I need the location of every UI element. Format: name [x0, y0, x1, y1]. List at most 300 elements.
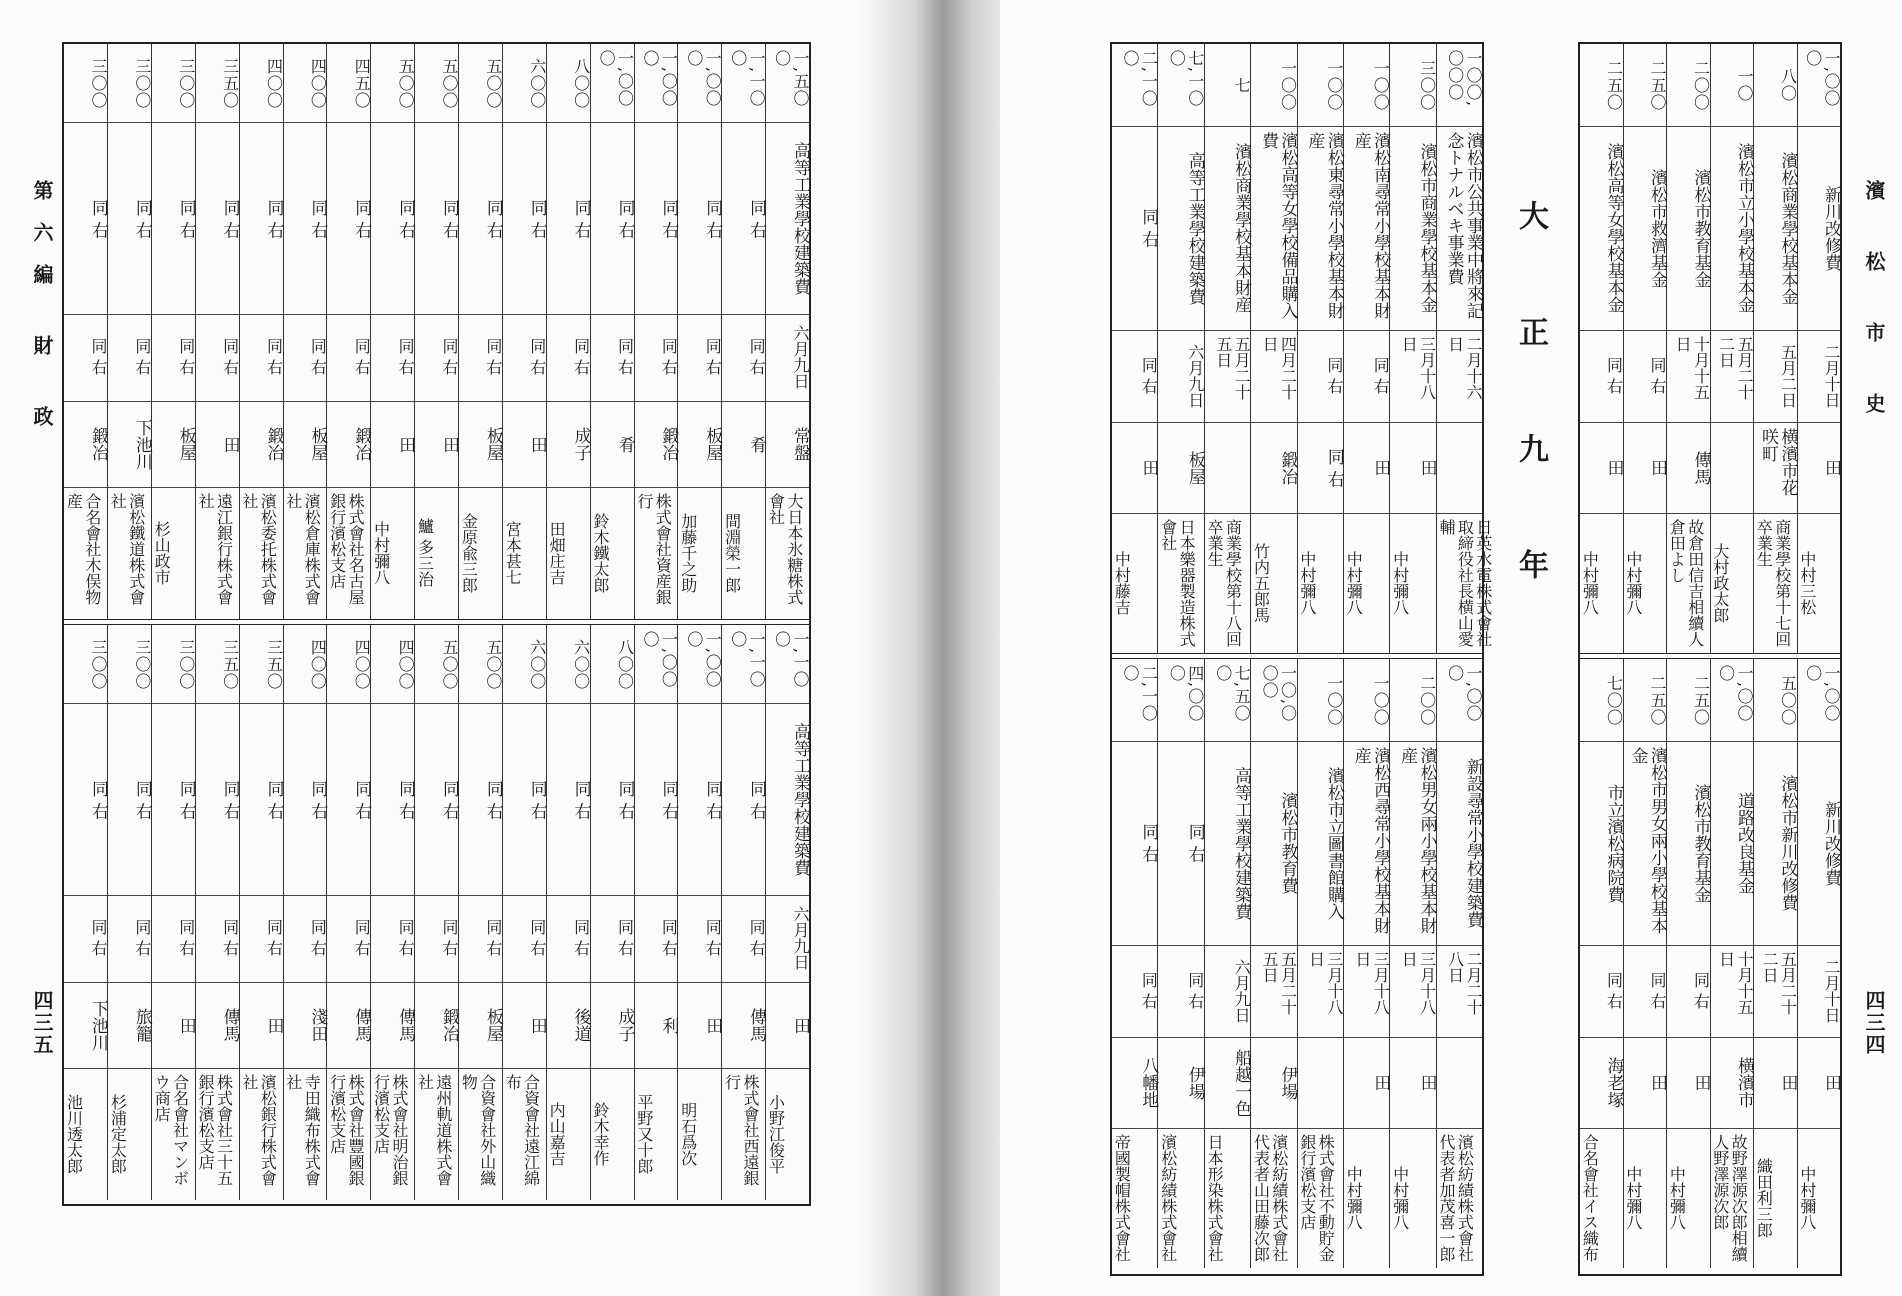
cell-place: 成子 — [570, 427, 591, 461]
cell-amount: 一〇〇 — [1324, 59, 1344, 111]
cell-amount: 三〇〇 — [132, 638, 152, 690]
cell-donor: 池川透太郎 — [64, 1094, 84, 1174]
cell-purpose: 同 右 — [175, 779, 196, 820]
cell-purpose: 濱松市立圖書館購入 — [1323, 766, 1344, 920]
cell-date: 同 右 — [220, 919, 240, 957]
cell-date: 三月十八日 — [1399, 951, 1437, 1015]
table-column — [239, 625, 283, 1200]
table-column — [1710, 659, 1754, 1268]
cell-donor: 大村政太郎 — [1710, 543, 1730, 623]
donation-table-left-page — [62, 42, 811, 1206]
table-column — [1623, 659, 1667, 1268]
cell-purpose: 濱松市立小學校基本金 — [1734, 143, 1754, 313]
cell-donor: 中村彌八 — [1623, 551, 1643, 615]
cell-amount: 四五〇 — [352, 57, 372, 109]
cell-donor: 遠州軌道株式會社 — [415, 1074, 453, 1186]
cell-purpose: 同 右 — [702, 779, 723, 820]
cell-donor: 商業學校第十八回卒業生 — [1205, 519, 1243, 647]
table-column — [283, 44, 327, 619]
cell-place: 船越一色 — [1231, 1048, 1252, 1117]
cell-date: 六月九日 — [1232, 958, 1252, 1023]
right-page-number: 四三四 — [1862, 990, 1886, 1056]
cell-donor: 濱松銀行株式會社 — [240, 1074, 278, 1186]
cell-donor: 中村彌八 — [1390, 1166, 1410, 1230]
cell-place: 後道 — [570, 1008, 591, 1042]
cell-place: 板屋 — [307, 427, 328, 461]
cell-donor: 濱松鐵道株式會社 — [108, 493, 146, 605]
cell-amount: 五〇〇 — [440, 57, 459, 109]
cell-amount: 二〇〇 — [1691, 59, 1711, 111]
cell-donor: 竹内五郎馬 — [1251, 543, 1271, 623]
cell-place — [1205, 428, 1250, 507]
cell-purpose: 同 右 — [131, 198, 152, 239]
cell-donor: 寺田織布株式會社 — [283, 1074, 322, 1186]
cell-place: 田 — [1603, 459, 1624, 476]
cell-amount: 三〇〇 — [176, 638, 196, 690]
cell-date: 同 右 — [1324, 356, 1344, 395]
cell-amount: 四,〇〇〇 — [1167, 665, 1205, 723]
cell-date: 五月二日 — [1778, 343, 1798, 408]
cell-donor: 商業學校第十七回卒業生 — [1754, 519, 1792, 647]
cell-purpose: 同 右 — [307, 198, 328, 239]
cell-date: 同 右 — [89, 338, 108, 376]
cell-amount: 一〇〇 — [1278, 59, 1298, 111]
cell-date: 同 右 — [1691, 971, 1711, 1010]
table-column — [590, 44, 634, 619]
cell-place: 伊場 — [1184, 1065, 1205, 1100]
cell-donor: 中村彌八 — [371, 521, 391, 585]
cell-purpose: 濱松市教育基金 — [1690, 783, 1711, 903]
cell-place: 鍛冶 — [1277, 450, 1298, 485]
cell-amount: 二,一〇〇 — [1120, 50, 1159, 108]
table-column — [151, 625, 195, 1200]
cell-place: 田 — [1370, 459, 1391, 476]
cell-place: 横濱市花咲町 — [1757, 428, 1798, 496]
left-page-number: 四三五 — [30, 990, 54, 1056]
cell-purpose: 高等工業學校建築費 — [1231, 766, 1252, 920]
cell-date: 同 右 — [352, 919, 372, 957]
cell-donor: 株式會社西遠銀行 — [722, 1074, 761, 1186]
table-column — [1297, 659, 1343, 1268]
cell-donor: 中村彌八 — [1390, 551, 1410, 615]
cell-date: 同 右 — [1371, 356, 1391, 395]
cell-purpose: 濱松市救濟基金 — [1647, 168, 1667, 288]
table-column — [1250, 44, 1296, 653]
cell-purpose: 濱松市公共事業中將來記念トナルベキ事業費 — [1443, 132, 1483, 319]
cell-purpose: 同 右 — [1138, 823, 1159, 863]
cell-place: 鍛冶 — [88, 427, 108, 461]
cell-place: 田 — [263, 1016, 284, 1034]
cell-donor: 帝國製帽株式會社 — [1112, 1134, 1132, 1262]
cell-donor: 中村三松 — [1797, 551, 1817, 615]
cell-place: 田 — [219, 435, 240, 453]
table-double-rule — [1580, 653, 1840, 659]
cell-place — [1437, 1043, 1482, 1122]
cell-amount: 一〇〇 — [1371, 674, 1391, 726]
table-half-upper — [1112, 44, 1493, 653]
table-column — [1753, 659, 1797, 1268]
table-half-lower — [64, 625, 809, 1200]
cell-donor: 中村彌八 — [1623, 1166, 1643, 1230]
cell-place: 鍛冶 — [263, 427, 284, 461]
cell-date: 同 右 — [396, 338, 416, 376]
cell-place: 田 — [395, 435, 416, 453]
cell-donor: 杉山政市 — [152, 521, 172, 585]
table-column — [634, 44, 678, 619]
cell-place: 下池川 — [131, 418, 152, 470]
cell-donor: 中村彌八 — [1580, 551, 1600, 615]
table-half-lower — [1580, 659, 1840, 1268]
cell-amount: 三〇〇 — [1417, 59, 1437, 111]
cell-amount: 一〇〇 — [1324, 674, 1344, 726]
cell-date: 十月十五日 — [1716, 951, 1754, 1015]
cell-donor: 合資會社遠江綿布 — [503, 1074, 541, 1186]
cell-place: 利 — [658, 1016, 679, 1034]
cell-place: 下池川 — [88, 999, 108, 1051]
cell-purpose: 濱松男女兩小學校基本財産 — [1397, 747, 1437, 934]
cell-amount: 六〇〇 — [571, 638, 591, 690]
table-column — [151, 44, 195, 619]
cell-purpose: 同 右 — [482, 198, 503, 239]
table-column — [107, 44, 151, 619]
cell-date: 同 右 — [703, 338, 723, 376]
cell-donor: 鈴木鐵太郎 — [591, 513, 611, 593]
cell-purpose: 同 右 — [351, 198, 372, 239]
cell-purpose: 同 右 — [263, 198, 284, 239]
cell-purpose: 同 右 — [526, 779, 547, 820]
cell-donor: 株式會社三十五銀行濱松支店 — [196, 1074, 234, 1186]
table-column — [107, 625, 151, 1200]
cell-donor: 故倉田信吉相續人倉田よし — [1667, 519, 1705, 647]
cell-donor: 宮本甚七 — [503, 521, 523, 585]
table-column — [1436, 44, 1493, 653]
cell-donor: 杉浦定太郎 — [108, 1094, 128, 1174]
cell-donor: 濱松紡績株式會社代表者加茂喜一郎 — [1437, 1134, 1475, 1262]
cell-date: 五月二十五日 — [1213, 336, 1252, 400]
cell-date: 二月二十八日 — [1445, 951, 1483, 1015]
cell-place: 田 — [1416, 1074, 1437, 1091]
table-column — [1666, 44, 1710, 653]
cell-donor: 金原兪三郎 — [459, 513, 479, 593]
cell-donor: 株式會社明治銀行濱松支店 — [371, 1074, 410, 1186]
cell-donor: 日本形染株式會社 — [1205, 1134, 1225, 1262]
cell-date: 同 右 — [132, 338, 152, 376]
cell-donor: 中村彌八 — [1344, 1166, 1364, 1230]
cell-purpose: 新川改修費 — [1821, 800, 1841, 886]
table-column — [1112, 659, 1157, 1268]
cell-date: 二月十日 — [1822, 958, 1841, 1023]
cell-date: 同 右 — [308, 919, 328, 957]
donation-table-right-page-left — [1110, 42, 1493, 1276]
table-column — [1710, 44, 1754, 653]
cell-amount: 一〇〇 — [1371, 59, 1391, 111]
cell-purpose: 同 右 — [439, 779, 459, 820]
right-running-head: 濱 松 市 史 — [1862, 180, 1886, 435]
table-column — [1204, 44, 1250, 653]
cell-date: 同 右 — [527, 919, 547, 957]
cell-place: 田 — [790, 1016, 810, 1034]
cell-donor: 合名會社マンボウ商店 — [152, 1074, 190, 1186]
cell-purpose: 同 右 — [175, 198, 196, 239]
cell-purpose: 濱松市教育費 — [1277, 792, 1298, 894]
cell-date: 十月十五日 — [1673, 336, 1711, 400]
cell-date: 五月二十二日 — [1760, 951, 1798, 1015]
cell-amount: 一,一〇〇 — [772, 631, 810, 689]
cell-donor: 加藤千之助 — [678, 513, 698, 593]
cell-place: 旅籠 — [131, 1008, 152, 1042]
cell-date: 同 右 — [440, 919, 459, 957]
cell-place: 田 — [1777, 1074, 1798, 1091]
cell-amount: 二五〇 — [1604, 59, 1624, 111]
cell-place: 鍛冶 — [439, 1008, 459, 1042]
cell-purpose: 市立濱松病院費 — [1603, 783, 1624, 903]
cell-donor: 濱松紡績株式會社 — [1158, 1134, 1178, 1262]
cell-place: 田 — [1647, 459, 1667, 476]
cell-donor: 故野澤源次郎相續人野澤源次郎 — [1710, 1134, 1749, 1262]
cell-amount: 一〇 — [1735, 68, 1754, 102]
cell-date: 同 右 — [483, 919, 503, 957]
cell-donor: 合名會社木俣物産 — [64, 493, 102, 605]
cell-place: 淺田 — [307, 1008, 328, 1042]
table-column — [326, 625, 370, 1200]
cell-date: 同 右 — [747, 919, 767, 957]
table-column — [1157, 659, 1203, 1268]
cell-place: 田 — [1138, 459, 1159, 476]
table-column — [765, 44, 809, 619]
cell-purpose: 同 右 — [658, 198, 679, 239]
table-column — [634, 625, 678, 1200]
table-column — [370, 44, 414, 619]
table-column — [1343, 44, 1389, 653]
book-gutter — [860, 0, 1020, 1296]
cell-date: 同 右 — [264, 338, 284, 376]
cell-amount: 一〇,〇〇〇 — [1260, 665, 1298, 723]
cell-date: 同 右 — [308, 338, 328, 376]
cell-amount: 一,一〇〇 — [728, 50, 767, 108]
cell-donor: 鈴木幸作 — [591, 1102, 611, 1166]
cell-place: 板屋 — [482, 1008, 503, 1042]
cell-amount: 五〇〇 — [440, 638, 459, 690]
cell-donor: 鱸 多三治 — [415, 518, 435, 588]
table-half-upper — [64, 44, 809, 619]
cell-place: 常盤 — [790, 427, 810, 461]
table-column — [1623, 44, 1667, 653]
cell-donor: 平野又十郎 — [634, 1094, 654, 1174]
donation-table-right-page-right — [1578, 42, 1842, 1276]
table-column — [414, 625, 458, 1200]
cell-purpose: 濱松市男女兩小學校基本金 — [1627, 747, 1667, 934]
cell-donor: 合資會社外山織物 — [459, 1074, 497, 1186]
table-column — [64, 44, 107, 619]
cell-donor: 株式會社名古屋銀行濱松支店 — [327, 493, 366, 605]
cell-purpose: 同 右 — [1138, 208, 1159, 248]
table-column — [546, 44, 590, 619]
cell-place: 肴 — [614, 435, 635, 453]
cell-place: 田 — [439, 435, 459, 453]
table-column — [721, 625, 765, 1200]
cell-purpose: 同 右 — [219, 779, 240, 820]
cell-donor: 間淵榮一郎 — [722, 513, 742, 593]
cell-amount: 八〇〇 — [571, 57, 591, 109]
cell-date: 同 右 — [352, 338, 372, 376]
cell-date: 同 右 — [571, 919, 591, 957]
cell-amount: 一,〇〇〇 — [640, 631, 679, 689]
table-column — [590, 625, 634, 1200]
cell-donor: 織田利三郎 — [1754, 1158, 1774, 1238]
cell-date: 六月九日 — [1185, 343, 1205, 408]
cell-amount: 四〇〇 — [396, 638, 416, 690]
table-column — [1204, 659, 1250, 1268]
table-column — [1389, 659, 1435, 1268]
cell-donor: 株式會社不動貯金銀行濱松支店 — [1297, 1134, 1336, 1262]
cell-place: 同 右 — [1323, 447, 1344, 488]
cell-place: 伊場 — [1277, 1065, 1298, 1100]
table-column — [458, 625, 502, 1200]
table-column — [1436, 659, 1482, 1268]
cell-amount: 一,〇〇〇 — [1716, 665, 1754, 723]
cell-place: 板屋 — [702, 427, 723, 461]
cell-place: 田 — [526, 1016, 547, 1034]
cell-donor: 株式會社豐國銀行濱松支店 — [327, 1074, 366, 1186]
cell-purpose: 濱松商業學校基本金 — [1777, 151, 1798, 305]
cell-date: 同 右 — [396, 919, 416, 957]
table-double-rule — [64, 619, 809, 625]
cell-purpose: 同 右 — [131, 779, 152, 820]
cell-purpose: 同 右 — [526, 198, 547, 239]
cell-date: 同 右 — [1604, 971, 1624, 1010]
table-column — [721, 44, 765, 619]
table-column — [677, 44, 721, 619]
cell-purpose: 同 右 — [482, 779, 503, 820]
cell-date: 同 右 — [527, 338, 547, 376]
cell-amount: 七 — [1232, 76, 1252, 94]
cell-date: 六月九日 — [791, 325, 810, 389]
table-column — [370, 625, 414, 1200]
cell-amount: 七,五〇〇 — [1213, 665, 1252, 723]
cell-amount: 六〇〇 — [527, 638, 547, 690]
cell-amount: 三〇〇 — [176, 57, 196, 109]
table-column — [1797, 659, 1841, 1268]
cell-date: 同 右 — [747, 338, 767, 376]
cell-donor: 小野江俊平 — [766, 1094, 786, 1174]
cell-amount: 一,〇〇〇 — [1803, 50, 1841, 108]
cell-amount: 八〇 — [1778, 68, 1798, 102]
cell-donor: 濱松委托株式會社 — [240, 493, 278, 605]
cell-purpose: 同 右 — [439, 198, 459, 239]
table-column — [1343, 659, 1389, 1268]
cell-purpose: 同 右 — [658, 779, 679, 820]
cell-date: 同 右 — [703, 919, 723, 957]
cell-purpose: 同 右 — [614, 198, 635, 239]
cell-purpose: 同 右 — [395, 198, 416, 239]
right-page — [1000, 0, 1902, 1296]
cell-amount: 三五〇 — [264, 638, 284, 690]
cell-donor: 中村藤吉 — [1112, 551, 1132, 615]
table-column — [502, 44, 546, 619]
cell-place: 板屋 — [482, 427, 503, 461]
cell-purpose: 濱松南尋常小學校基本財産 — [1350, 132, 1391, 319]
cell-purpose: 同 右 — [570, 779, 591, 820]
cell-date: 三月十八日 — [1352, 951, 1391, 1015]
cell-date: 同 右 — [571, 338, 591, 376]
cell-purpose: 同 右 — [746, 779, 767, 820]
table-column — [1250, 659, 1296, 1268]
cell-place: 田 — [1821, 459, 1841, 476]
cell-donor: 大日本氷糖株式會社 — [766, 493, 804, 605]
cell-date: 同 右 — [659, 338, 679, 376]
cell-place: 田 — [702, 1016, 723, 1034]
cell-purpose: 濱松市新川改修費 — [1777, 775, 1798, 911]
cell-amount: 五〇〇 — [483, 638, 503, 690]
table-column — [1580, 44, 1623, 653]
cell-purpose: 同 右 — [570, 198, 591, 239]
cell-place: 田 — [1416, 459, 1437, 476]
cell-place: 鍛冶 — [351, 427, 372, 461]
cell-place: 海老塚 — [1603, 1057, 1624, 1108]
cell-purpose: 同 右 — [395, 779, 416, 820]
cell-place: 板屋 — [175, 427, 196, 461]
cell-purpose: 高等工業學校建築費 — [790, 142, 810, 295]
table-column — [502, 625, 546, 1200]
table-column — [414, 44, 458, 619]
cell-donor: 日本樂器製造株式會社 — [1158, 519, 1197, 647]
cell-date: 六月九日 — [791, 906, 810, 970]
cell-place: 田 — [1647, 1074, 1667, 1091]
cell-donor: 中村彌八 — [1297, 551, 1317, 615]
cell-date: 同 右 — [1648, 356, 1667, 395]
table-column — [677, 625, 721, 1200]
cell-purpose: 同 右 — [88, 779, 108, 820]
cell-place: 傳馬 — [395, 1008, 416, 1042]
cell-amount: 一,五〇〇 — [772, 50, 810, 108]
table-column — [1297, 44, 1343, 653]
cell-purpose: 濱松西尋常小學校基本財産 — [1350, 747, 1391, 934]
cell-donor: 明石爲次 — [678, 1102, 698, 1166]
table-column — [195, 44, 239, 619]
cell-place: 成子 — [614, 1008, 635, 1042]
table-column — [1389, 44, 1435, 653]
cell-amount: 二五〇 — [1691, 674, 1711, 726]
cell-amount: 一〇〇,〇〇〇 — [1445, 50, 1483, 108]
cell-amount: 二五〇 — [1648, 59, 1667, 111]
cell-place — [1298, 1043, 1343, 1122]
cell-date: 同 右 — [264, 919, 284, 957]
cell-date: 同 右 — [483, 338, 503, 376]
cell-place: 八幡地 — [1138, 1057, 1159, 1108]
cell-date: 同 右 — [1648, 971, 1667, 1010]
cell-amount: 四〇〇 — [352, 638, 372, 690]
table-column — [1753, 44, 1797, 653]
cell-amount: 四〇〇 — [264, 57, 284, 109]
cell-purpose: 同 右 — [351, 779, 372, 820]
table-column — [239, 44, 283, 619]
cell-amount: 二五〇 — [1648, 674, 1667, 726]
cell-place: 傳馬 — [1690, 450, 1711, 485]
table-column — [195, 625, 239, 1200]
cell-date: 五月二十二日 — [1716, 336, 1754, 400]
table-column — [1112, 44, 1157, 653]
cell-amount: 二〇〇 — [1417, 674, 1437, 726]
cell-purpose: 濱松市教育基金 — [1690, 168, 1711, 288]
cell-purpose: 高等工業學校建築費 — [790, 723, 810, 876]
cell-purpose: 新設尋常小學校建築費 — [1463, 758, 1483, 928]
cell-date: 三月十八日 — [1399, 336, 1437, 400]
cell-date: 同 右 — [89, 919, 108, 957]
cell-amount: 一,〇〇〇 — [597, 50, 635, 108]
cell-place — [1437, 428, 1482, 507]
cell-amount: 三〇〇 — [89, 638, 108, 690]
era-heading: 大 正 九 年 — [1513, 200, 1548, 618]
